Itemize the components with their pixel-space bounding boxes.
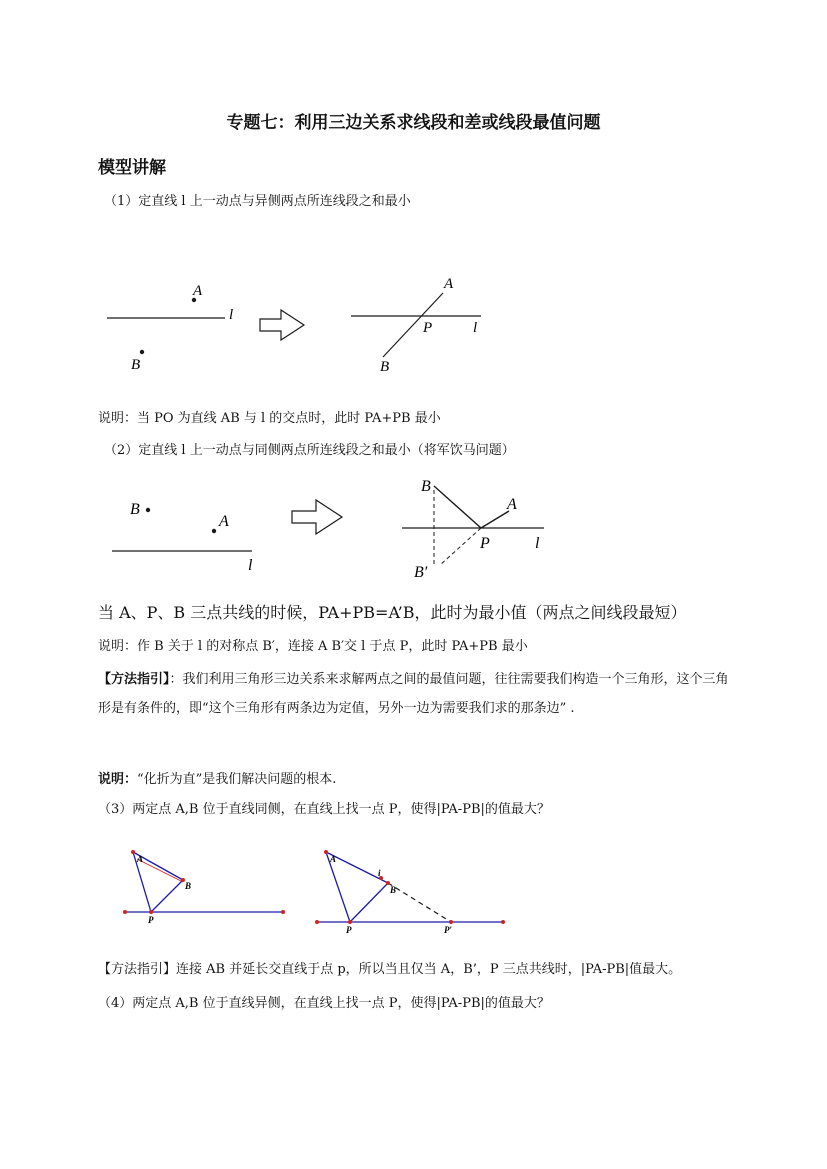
fig1-arrow-icon [260,310,304,340]
key-note-text: “化折为直”是我们解决问题的根本. [137,772,337,787]
fig1-label-b: B [131,357,141,373]
fig1-label-b2: B [380,359,390,375]
fig1-label-l3: l [473,320,478,336]
fig2-label-a: A [219,513,229,530]
fig3-dot-a2 [324,850,328,854]
fig2-label-l: l [248,557,253,574]
fig3-dot-p [149,910,153,914]
fig3-seg-bp2 [350,883,388,922]
fig3-label-b: B [185,881,192,891]
case4-text: （4）两定点 A,B 位于直线异侧，在直线上找一点 P，使得|PA-PB|的值最大？ [98,996,550,1011]
fig2-label-b2: B [421,478,431,495]
fig2-label-bprime: B′ [414,564,428,581]
fig3-label-pprime: P′ [444,925,453,935]
fig2-label-l3: l [535,535,540,552]
figure-2 [0,470,827,585]
fig1-label-a: A [193,283,203,299]
figure-3 [0,840,827,940]
fig3-dot-l1 [123,910,127,914]
fig3-label-a2: A [330,854,337,864]
fig1-label-l: l [229,307,234,323]
fig3-seg-bp [151,880,183,912]
fig1-label-p: P [423,320,433,336]
fig3-dot-r2 [501,920,505,924]
fig2-dashed-pbp [440,528,481,565]
fig3-label-b2: B [390,885,397,895]
method-guide-1-text: ：我们利用三角形三边关系来求解两点之间的最值问题，往往需要我们构造一个三角形，这个三角形是有条件的，即“这个三角形有两条边为定值，另外一边为需要我们求的那条边” . [98,672,729,716]
case1-text: （1）定直线 l 上一动点与异侧两点所连线段之和最小 [104,194,411,209]
fig3-dot-l2 [281,910,285,914]
section-heading: 模型讲解 [98,158,166,178]
fig3-dot-r1 [315,920,319,924]
method-guide-1-label: 【方法指引】 [98,672,170,687]
fig2-label-p: P [480,535,490,552]
key-note [98,770,336,790]
fig2-label-b: B [130,501,140,518]
method-guide-2-label: 【方法指引】 [98,962,177,977]
page-title: 专题七：利用三边关系求线段和差或线段最值问题 [226,113,601,133]
method-guide-2 [98,960,681,980]
fig2-segment-bp [434,486,481,528]
fig2-point-b [146,508,150,512]
fig3-seg-ab-inner [137,859,183,882]
fig3-dot-a [131,850,135,854]
fig2-point-a [212,529,216,533]
fig2-segment-pa [481,511,509,528]
fig1-segment-ab [383,293,443,357]
case3-text: （3）两定点 A,B 位于直线同侧，在直线上找一点 P，使得|PA-PB|的值最大？ [98,802,550,817]
fig1-label-a2: A [444,276,454,292]
fig3-dot-pp [449,920,453,924]
collinear-statement: 当 A、P、B 三点共线的时候，PA+PB=A’B，此时为最小值（两点之间线段最短） [98,603,687,622]
fig1-point-b [140,350,144,354]
fig2-label-a2: A [507,496,517,513]
fig3-dot-p2 [348,920,352,924]
fig3-label-i: i [378,868,381,878]
case2-note: 说明：作 B 关于 l 的对称点 B′，连接 A B′交 l 于点 P，此时 PA+PB 最小 [98,639,528,654]
fig3-label-p: P [148,915,154,925]
method-guide-2-text: 连接 AB 并延长交直线于点 p，所以当且仅当 A，B’，P 三点共线时，|PA-PB|值最大。 [176,962,682,977]
fig3-label-p2: P [346,925,352,935]
case2-text: （2）定直线 l 上一动点与同侧两点所连线段之和最小（将军饮马问题） [104,443,515,458]
method-guide-1 [98,665,734,723]
fig3-label-a: A [137,854,144,864]
key-note-label: 说明： [98,772,138,787]
figure-1 [0,260,827,390]
case1-note: 说明：当 PO 为直线 AB 与 l 的交点时，此时 PA+PB 最小 [98,411,441,426]
fig2-arrow-icon [292,500,342,534]
fig3-dashed-bpp [388,883,451,922]
